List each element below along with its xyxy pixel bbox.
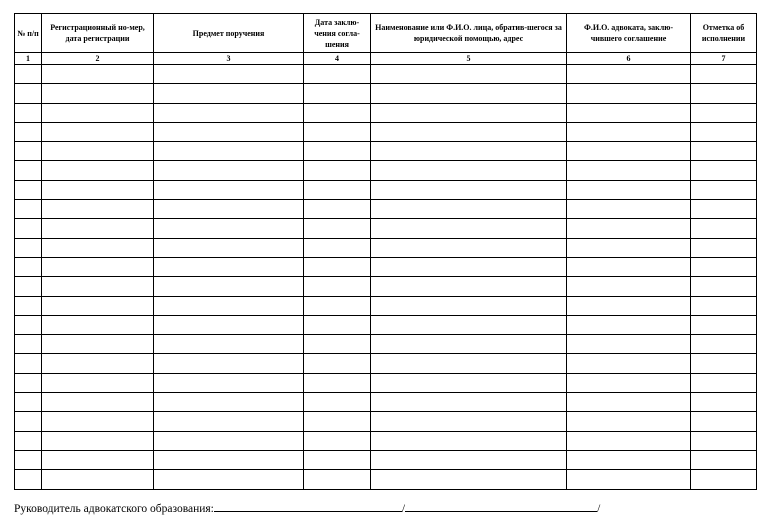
table-cell xyxy=(371,257,567,276)
signature-blank xyxy=(214,500,402,512)
table-cell xyxy=(691,65,757,84)
table-cell xyxy=(371,219,567,238)
table-cell xyxy=(304,142,371,161)
table-cell xyxy=(15,180,42,199)
table-cell xyxy=(154,412,304,431)
table-cell xyxy=(15,84,42,103)
table-cell xyxy=(42,84,154,103)
table-cell xyxy=(154,315,304,334)
table-cell xyxy=(371,354,567,373)
table-row xyxy=(15,393,757,412)
table-row xyxy=(15,315,757,334)
table-cell xyxy=(567,373,691,392)
table-cell xyxy=(371,277,567,296)
table-cell xyxy=(15,238,42,257)
column-number: 6 xyxy=(567,53,691,65)
signature-line xyxy=(14,500,600,517)
signature-end: / xyxy=(597,503,601,515)
table-cell xyxy=(154,142,304,161)
table-cell xyxy=(15,393,42,412)
table-cell xyxy=(567,200,691,219)
column-number: 5 xyxy=(371,53,567,65)
column-number: 4 xyxy=(304,53,371,65)
table-cell xyxy=(42,122,154,141)
table-row xyxy=(15,65,757,84)
table-cell xyxy=(567,180,691,199)
table-cell xyxy=(371,161,567,180)
table-cell xyxy=(304,103,371,122)
table-cell xyxy=(691,412,757,431)
table-cell xyxy=(15,470,42,489)
table-cell xyxy=(15,142,42,161)
table-cell xyxy=(304,431,371,450)
table-cell xyxy=(42,257,154,276)
table-cell xyxy=(15,315,42,334)
table-row xyxy=(15,161,757,180)
column-header-date: Дата заклю-чения согла-шения xyxy=(304,14,371,53)
table-cell xyxy=(371,65,567,84)
table-row xyxy=(15,296,757,315)
table-cell xyxy=(15,373,42,392)
table-cell xyxy=(42,277,154,296)
table-cell xyxy=(15,412,42,431)
table-cell xyxy=(154,450,304,469)
table-row xyxy=(15,373,757,392)
table-cell xyxy=(154,373,304,392)
table-cell xyxy=(371,335,567,354)
table-cell xyxy=(304,161,371,180)
table-cell xyxy=(15,161,42,180)
table-row xyxy=(15,257,757,276)
table-row xyxy=(15,219,757,238)
table-row xyxy=(15,180,757,199)
table-cell xyxy=(691,354,757,373)
signature-label: Руководитель адвокатского образования: xyxy=(14,503,214,515)
table-cell xyxy=(304,296,371,315)
table-cell xyxy=(567,219,691,238)
table-cell xyxy=(371,431,567,450)
table-cell xyxy=(42,296,154,315)
table-cell xyxy=(15,431,42,450)
table-cell xyxy=(567,354,691,373)
table-cell xyxy=(15,450,42,469)
column-number: 1 xyxy=(15,53,42,65)
table-cell xyxy=(567,335,691,354)
table-row xyxy=(15,335,757,354)
table-cell xyxy=(42,180,154,199)
column-number-row xyxy=(15,53,757,65)
table-cell xyxy=(304,373,371,392)
table-cell xyxy=(691,257,757,276)
table-cell xyxy=(15,277,42,296)
table-cell xyxy=(691,103,757,122)
table-cell xyxy=(304,238,371,257)
table-cell xyxy=(567,470,691,489)
table-row xyxy=(15,354,757,373)
table-cell xyxy=(691,393,757,412)
table-cell xyxy=(371,373,567,392)
table-cell xyxy=(371,122,567,141)
table-cell xyxy=(371,296,567,315)
table-cell xyxy=(154,238,304,257)
table-cell xyxy=(154,122,304,141)
table-cell xyxy=(304,65,371,84)
table-cell xyxy=(304,257,371,276)
column-header-execution: Отметка об исполнении xyxy=(691,14,757,53)
table-cell xyxy=(304,200,371,219)
table-cell xyxy=(691,84,757,103)
table-cell xyxy=(691,277,757,296)
table-row xyxy=(15,470,757,489)
table-cell xyxy=(154,257,304,276)
table-cell xyxy=(304,219,371,238)
table-cell xyxy=(691,142,757,161)
table-cell xyxy=(371,450,567,469)
table-cell xyxy=(567,65,691,84)
table-cell xyxy=(691,296,757,315)
table-cell xyxy=(304,354,371,373)
table-cell xyxy=(42,393,154,412)
table-cell xyxy=(304,84,371,103)
table-cell xyxy=(691,431,757,450)
table-cell xyxy=(371,470,567,489)
table-cell xyxy=(567,431,691,450)
table-cell xyxy=(567,315,691,334)
table-cell xyxy=(15,257,42,276)
table-cell xyxy=(42,315,154,334)
table-cell xyxy=(304,180,371,199)
table-body xyxy=(15,65,757,490)
table-cell xyxy=(567,257,691,276)
table-cell xyxy=(154,200,304,219)
table-cell xyxy=(371,393,567,412)
table-cell xyxy=(42,142,154,161)
table-cell xyxy=(304,412,371,431)
column-number: 2 xyxy=(42,53,154,65)
table-cell xyxy=(691,335,757,354)
name-blank xyxy=(405,500,597,512)
table-row xyxy=(15,412,757,431)
table-cell xyxy=(42,412,154,431)
table-cell xyxy=(15,335,42,354)
table-cell xyxy=(304,122,371,141)
table-cell xyxy=(154,219,304,238)
table-row xyxy=(15,122,757,141)
table-cell xyxy=(691,219,757,238)
table-cell xyxy=(42,161,154,180)
table-cell xyxy=(42,373,154,392)
table-cell xyxy=(42,470,154,489)
table-cell xyxy=(371,315,567,334)
table-cell xyxy=(154,354,304,373)
table-cell xyxy=(691,200,757,219)
table-cell xyxy=(304,450,371,469)
table-cell xyxy=(567,161,691,180)
table-cell xyxy=(15,200,42,219)
column-number: 3 xyxy=(154,53,304,65)
table-cell xyxy=(154,161,304,180)
table-cell xyxy=(567,122,691,141)
table-cell xyxy=(371,200,567,219)
table-cell xyxy=(42,65,154,84)
table-cell xyxy=(42,103,154,122)
table-cell xyxy=(304,277,371,296)
table-cell xyxy=(154,470,304,489)
table-cell xyxy=(567,450,691,469)
table-cell xyxy=(154,393,304,412)
table-cell xyxy=(567,277,691,296)
table-cell xyxy=(691,122,757,141)
table-cell xyxy=(567,84,691,103)
table-cell xyxy=(371,412,567,431)
table-cell xyxy=(691,470,757,489)
table-cell xyxy=(15,354,42,373)
table-cell xyxy=(154,65,304,84)
column-number: 7 xyxy=(691,53,757,65)
table-cell xyxy=(691,161,757,180)
table-cell xyxy=(42,335,154,354)
column-header-subject: Предмет поручения xyxy=(154,14,304,53)
table-cell xyxy=(304,315,371,334)
table-cell xyxy=(42,200,154,219)
table-cell xyxy=(15,122,42,141)
table-cell xyxy=(154,431,304,450)
table-cell xyxy=(42,354,154,373)
register-table xyxy=(14,13,757,490)
table-row xyxy=(15,200,757,219)
table-cell xyxy=(154,103,304,122)
table-row xyxy=(15,238,757,257)
table-cell xyxy=(42,219,154,238)
table-cell xyxy=(15,219,42,238)
table-cell xyxy=(15,65,42,84)
table-row xyxy=(15,84,757,103)
table-cell xyxy=(691,450,757,469)
table-cell xyxy=(42,450,154,469)
table-cell xyxy=(691,180,757,199)
table-cell xyxy=(304,393,371,412)
table-cell xyxy=(15,103,42,122)
column-header-registration: Регистрационный но-мер, дата регистрации xyxy=(42,14,154,53)
table-cell xyxy=(304,470,371,489)
table-cell xyxy=(154,180,304,199)
table-cell xyxy=(42,431,154,450)
column-header-number: № п/п xyxy=(15,14,42,53)
table-row xyxy=(15,450,757,469)
table-cell xyxy=(42,238,154,257)
column-header-advocate: Ф.И.О. адвоката, заклю-чившего соглашение xyxy=(567,14,691,53)
table-cell xyxy=(154,296,304,315)
table-row xyxy=(15,142,757,161)
table-cell xyxy=(567,412,691,431)
column-header-client: Наименование или Ф.И.О. лица, обратив-шегося за юридической помощью, адрес xyxy=(371,14,567,53)
table-cell xyxy=(371,84,567,103)
table-cell xyxy=(304,335,371,354)
table-cell xyxy=(154,335,304,354)
table-cell xyxy=(567,103,691,122)
table-cell xyxy=(567,296,691,315)
table-cell xyxy=(567,238,691,257)
table-cell xyxy=(371,142,567,161)
signature-separator: / xyxy=(401,503,406,515)
table-cell xyxy=(691,373,757,392)
table-row xyxy=(15,431,757,450)
table-cell xyxy=(371,103,567,122)
table-cell xyxy=(154,277,304,296)
table-cell xyxy=(567,393,691,412)
table-cell xyxy=(15,296,42,315)
table-row xyxy=(15,277,757,296)
table-cell xyxy=(691,315,757,334)
table-cell xyxy=(371,180,567,199)
table-cell xyxy=(567,142,691,161)
table-cell xyxy=(691,238,757,257)
table-cell xyxy=(154,84,304,103)
table-row xyxy=(15,103,757,122)
header-row xyxy=(15,14,757,53)
table-cell xyxy=(371,238,567,257)
